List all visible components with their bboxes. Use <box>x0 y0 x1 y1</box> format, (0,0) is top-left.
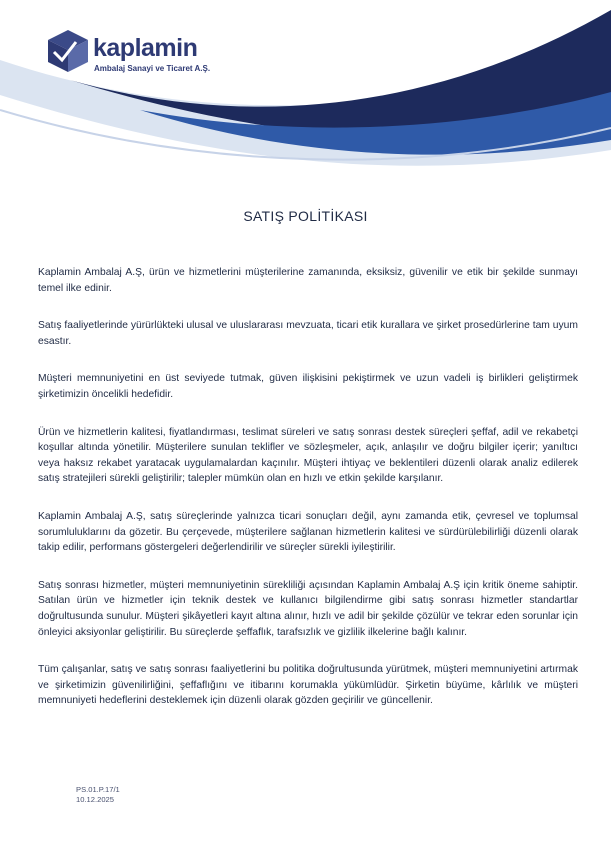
document-date: 10.12.2025 <box>76 795 115 804</box>
paragraph: Tüm çalışanlar, satış ve satış sonrası faaliyetlerini bu politika doğrultusunda yürütmek, müşteri memnuniyetini artırmak ve şirketimizin güvenilirliğini, şeffaflığını ve itibarını korumakla yükümlüdür. Şirketin büyüme, kârlılık ve müşteri memnuniyeti hedeflerini desteklemek için düzenli olarak gözden geçirilir ve güncellenir. <box>38 664 578 707</box>
paragraph: Satış sonrası hizmetler, müşteri memnuniyetinin sürekliliği açısından Kaplamin Ambalaj A.Ş için kritik öneme sahiptir. Satılan ürün ve hizmetler için teknik destek ve kullanıcı bilgilendirme gibi satış sonrası hizmetler standartlar doğrultusunda sunulur. Müşteri şikâyetleri kayıt altına alınır, hızlı ve adil bir şekilde çözülür ve tekrar eden sorunlar için önleyici aksiyonlar geliştirilir. Bu süreçlerde şeffaflık, tarafsızlık ve gizlilik ilkelerine bağlı kalınır. <box>38 579 578 638</box>
paragraph: Kaplamin Ambalaj A.Ş, ürün ve hizmetlerini müşterilerine zamanında, eksiksiz, güvenilir ve etik bir şekilde sunmayı temel ilke edinir. <box>38 267 578 294</box>
paragraph: Ürün ve hizmetlerin kalitesi, fiyatlandırması, teslimat süreleri ve satış sonrası destek süreçleri şeffaf, adil ve rekabetçi koşullar altında yönetilir. Müşterilere sunulan teklifler ve sözleşmeler, açık, anlaşılır ve doğru bilgiler içerir; yanıltıcı veya haksız rekabet yaratacak uygulamalardan kaçınılır. Müşteri ihtiyaç ve beklentileri düzenli olarak analiz edilerek satış stratejileri sürekli geliştirilir; talepler mümkün olan en hızlı ve etkin şekilde karşılanır. <box>38 426 578 485</box>
paragraph: Satış faaliyetlerinde yürürlükteki ulusal ve uluslararası mevzuata, ticari etik kurallara ve şirket prosedürlerine tam uyum esastır. <box>38 320 578 347</box>
paragraph: Kaplamin Ambalaj A.Ş, satış süreçlerinde yalnızca ticari sonuçları değil, aynı zamanda etik, çevresel ve toplumsal sorumluluklarını da gözetir. Bu çerçevede, müşterilere sağlanan hizmetlerin kalitesi ve sürdürülebilirliği düzenli olarak takip edilir, performans göstergeleri değerlendirilir ve süreçler sürekli iyileştirilir. <box>38 510 578 554</box>
document-code: PS.01.P.17/1 <box>76 785 120 794</box>
logo-company-subtitle: Ambalaj Sanayi ve Ticaret A.Ş. <box>94 64 211 73</box>
document-reference <box>76 785 120 805</box>
page-title: SATIŞ POLİTİKASI <box>243 208 368 224</box>
logo-box-icon <box>46 28 90 74</box>
company-logo <box>46 28 216 78</box>
paragraph: Müşteri memnuniyetini en üst seviyede tutmak, güven ilişkisini pekiştirmek ve uzun vadeli iş birlikleri geliştirmek şirketimizin öncelikli hedefidir. <box>38 373 578 400</box>
logo-company-name: kaplamin <box>93 34 198 62</box>
policy-body <box>38 265 578 731</box>
